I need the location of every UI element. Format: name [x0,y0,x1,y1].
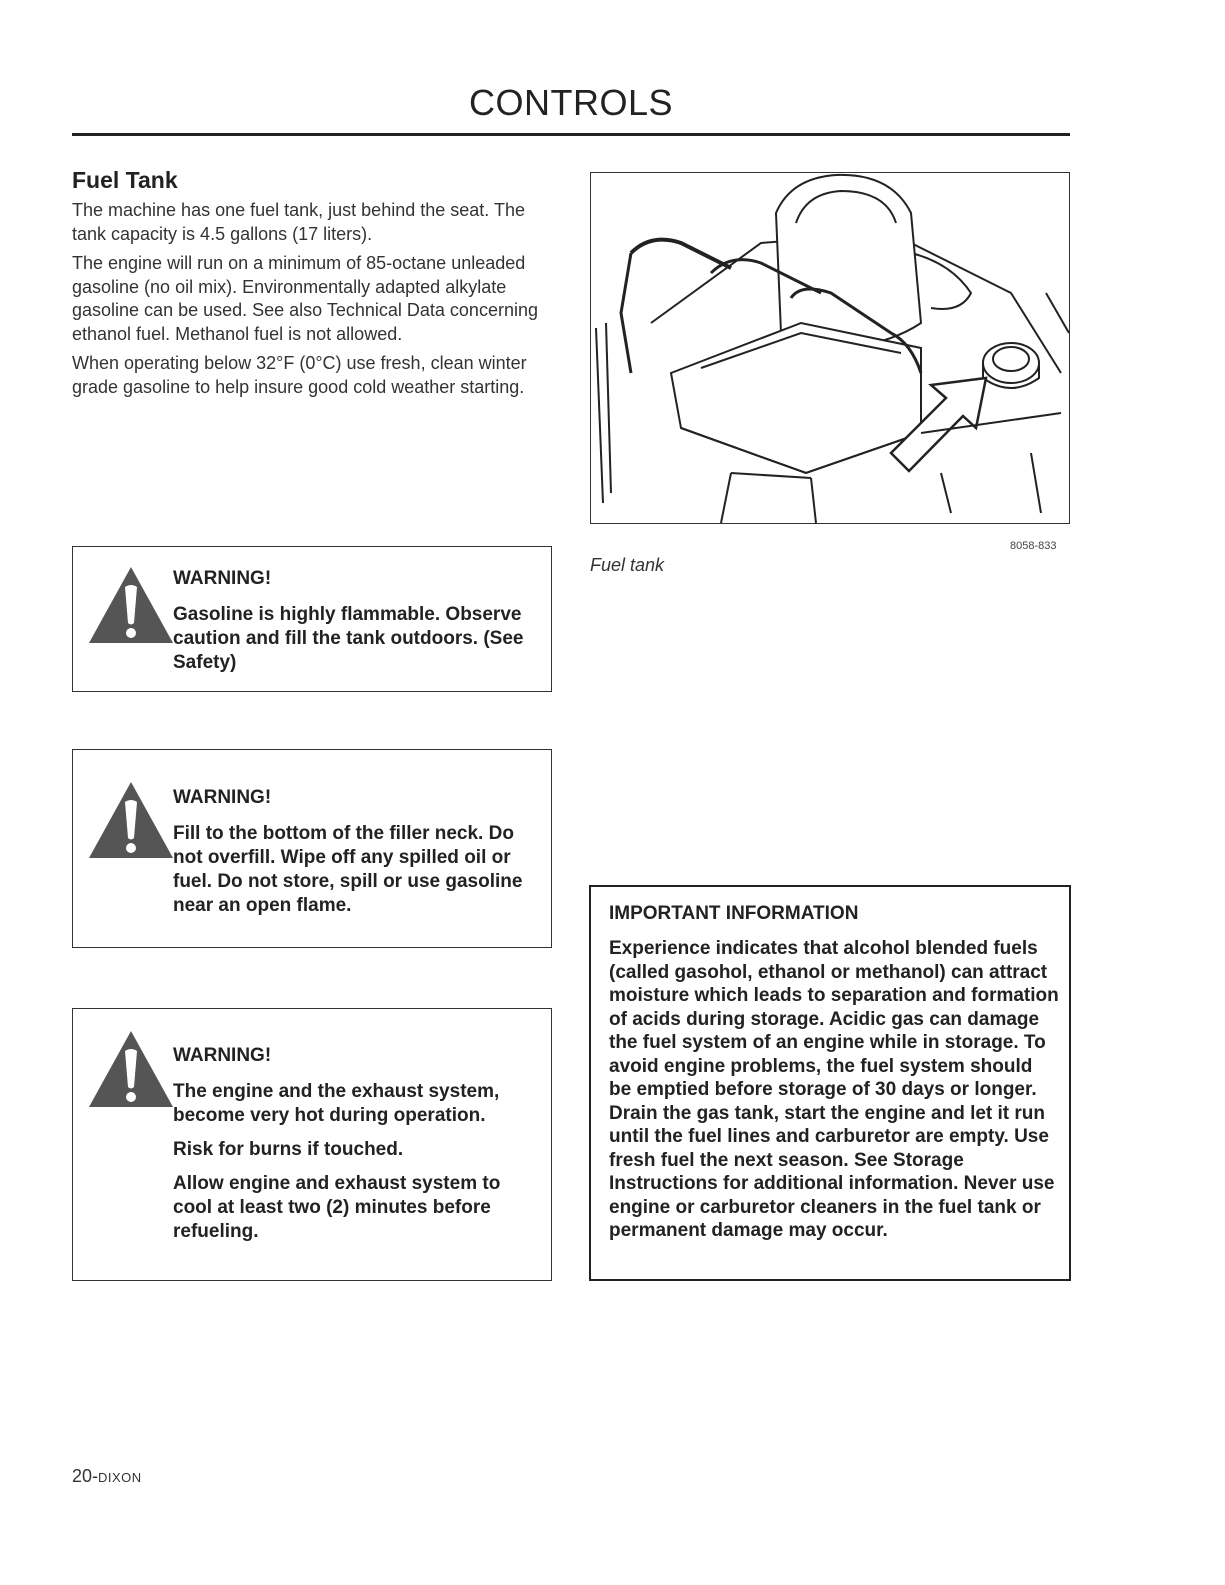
warning-content [173,567,539,685]
page-title: CONTROLS [468,82,674,123]
warning-text: Risk for burns if touched. [173,1139,404,1160]
warning-text: The engine and the exhaust system, become very hot during operation. [173,1081,500,1126]
paragraph: The machine has one fuel tank, just behind the seat. The tank capacity is 4.5 gallons (17 liters). [72,200,525,244]
warning-text: Allow engine and exhaust system to cool at least two (2) minutes before refueling. [173,1173,501,1242]
warning-title: WARNING! [173,787,272,808]
important-text: Experience indicates that alcohol blended fuels (called gasohol, ethanol or methanol) can attract moisture which leads to separation and formation of acids during storage. Acidic gas can damage the fuel system of an engine while in storage. To avoid engine problems, the fuel system should be emptied before storage of 30 days or longer. Drain the gas tank, start the engine and let it run until the fuel lines and carburetor are empty. Use fresh fuel the next season. See Storage Instructions for additional information. Never use engine or carburetor cleaners in the fuel tank or permanent damage may occur. [609,938,1059,1241]
figure-code: 8058-833 [1010,540,1057,552]
warning-content [173,786,539,928]
warning-title: WARNING! [173,568,272,589]
warning-triangle-icon [87,1029,175,1109]
page-number: 20- [72,1466,99,1486]
section-body [72,199,562,405]
figure-caption: Fuel tank [590,555,665,575]
warning-content [173,1044,539,1254]
warning-box [72,546,552,692]
warning-box [72,749,552,948]
important-information-box [589,885,1071,1281]
warning-text: Fill to the bottom of the filler neck. Do not overfill. Wipe off any spilled oil or fuel. Do not store, spill or use gasoline near an open flame. [173,823,523,916]
fuel-tank-figure [590,172,1070,524]
section-title: Fuel Tank [72,167,178,193]
paragraph: The engine will run on a minimum of 85-octane unleaded gasoline (no oil mix). Environmentally adapted alkylate gasoline can be used. See also Technical Data concerning ethanol fuel. Methanol fuel is not allowed. [72,253,538,344]
warning-text: Gasoline is highly flammable. Observe caution and fill the tank outdoors. (See Safety) [173,604,524,673]
warning-triangle-icon [87,565,175,645]
page-footer [72,1466,142,1487]
header-divider [72,133,1070,136]
warning-box [72,1008,552,1281]
warning-title: WARNING! [173,1045,272,1066]
brand-name: DIXON [98,1470,142,1485]
mower-seat-illustration [591,173,1069,523]
paragraph: When operating below 32°F (0°C) use fresh, clean winter grade gasoline to help insure good cold weather starting. [72,353,527,397]
warning-triangle-icon [87,780,175,860]
important-title: IMPORTANT INFORMATION [609,903,859,924]
